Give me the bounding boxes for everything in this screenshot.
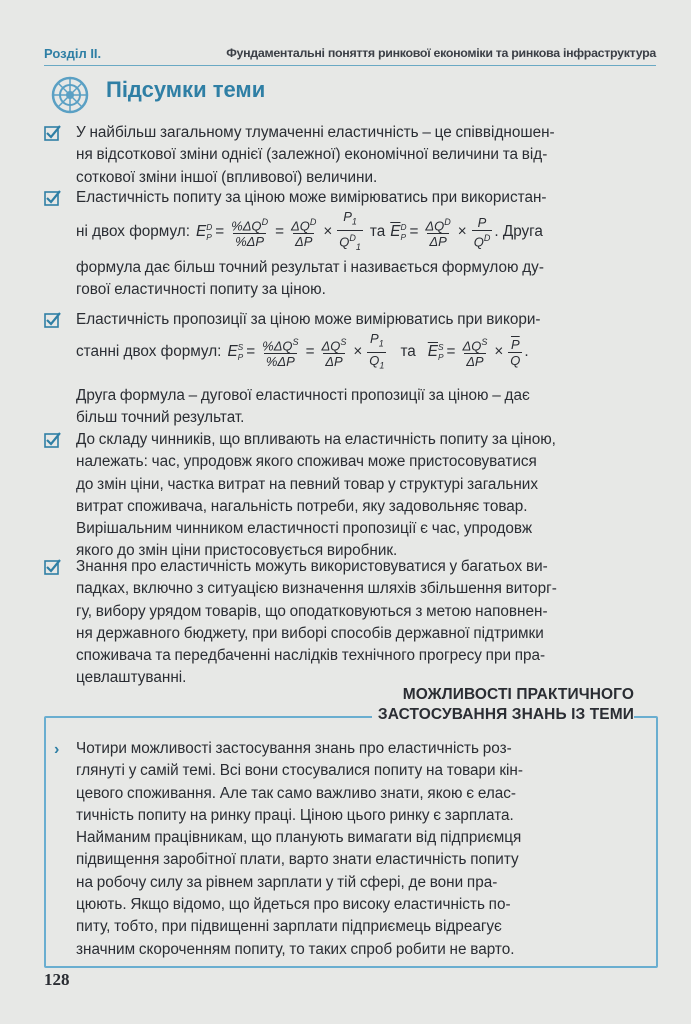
subscript: P	[237, 352, 244, 363]
symbol: $\overline{E}$	[427, 343, 438, 361]
summary-text	[76, 122, 658, 189]
denominator: ΔP	[294, 233, 313, 249]
denominator: ΔP	[325, 354, 343, 370]
equals-sign: =	[246, 343, 256, 361]
subscript: 1	[355, 241, 361, 252]
text-line: на робочу силу за рівнем зарплати у тій сфері, де вони пра-	[76, 873, 498, 891]
topic-summary-title: Підсумки теми	[106, 77, 266, 102]
numerator: $\overline{P}$	[511, 336, 520, 352]
text-line: якого до змін ціни пристосовується виробник.	[76, 542, 398, 560]
conjunction: та	[369, 222, 386, 240]
fraction	[320, 335, 349, 369]
superscript: D	[206, 221, 213, 232]
subscript: 1	[378, 338, 384, 349]
text-line: Друга формула – дугової еластичності пропозиції за ціною – дає	[76, 387, 530, 404]
checkbox-icon	[44, 190, 61, 207]
superscript: S	[340, 336, 347, 347]
checkbox-icon	[44, 312, 61, 329]
denominator: %ΔP	[265, 354, 295, 370]
times-sign: ×	[494, 343, 504, 361]
subscript: P	[400, 231, 407, 242]
formula-lead: станні двох формул:	[76, 343, 222, 361]
superscript: S	[481, 336, 488, 347]
checkbox-icon	[44, 432, 61, 449]
times-sign: ×	[457, 222, 467, 240]
text-line: цевлаштуванні.	[76, 669, 187, 687]
text-line: Еластичність пропозиції за ціною може вимірюватись при викори-	[76, 311, 541, 328]
equals-sign: =	[446, 343, 456, 361]
fraction	[472, 215, 493, 249]
equals-sign: =	[275, 222, 284, 240]
fraction	[423, 215, 452, 249]
running-header	[44, 44, 656, 70]
page-number: 128	[44, 970, 70, 989]
superscript: D	[309, 216, 317, 227]
superscript: D	[349, 232, 356, 243]
equals-sign: =	[215, 222, 225, 240]
superscript: S	[437, 342, 444, 353]
symbol: $\overline{E}$	[390, 222, 401, 240]
text-line: Чотири можливості застосування знань про еластичність роз-	[76, 740, 512, 757]
formula-lhs	[227, 342, 243, 362]
formula-rhs	[390, 222, 406, 242]
practical-text	[76, 738, 638, 961]
numerator: ΔQ	[425, 217, 445, 233]
checkbox-icon	[44, 125, 61, 142]
section-label: Розділ ІІ.	[44, 46, 102, 61]
denominator: Q	[369, 352, 380, 368]
fraction	[337, 209, 363, 255]
superscript: S	[237, 342, 244, 353]
summary-icon	[42, 74, 100, 116]
numerator: P	[370, 331, 379, 346]
fraction	[367, 331, 386, 373]
text-line: споживача та передбаченні наслідків технічного прогресу при пра-	[76, 647, 546, 665]
text-line: соткової зміни іншої (впливової) величини.	[76, 168, 378, 186]
text-line: глянуті у самій темі. Всі вони стосувалися попиту на товари кін-	[76, 762, 523, 780]
text-line: значним скороченням попиту, то таких спроб робити не варто.	[76, 940, 515, 958]
numerator: %ΔQ	[262, 338, 293, 354]
practical-heading-line1: МОЖЛИВОСТІ ПРАКТИЧНОГО	[402, 686, 634, 703]
fraction	[289, 215, 318, 249]
superscript: D	[483, 232, 491, 243]
numerator: %ΔQ	[231, 217, 262, 233]
summary-text	[76, 556, 658, 690]
numerator: ΔQ	[462, 338, 482, 354]
equals-sign: =	[305, 343, 315, 361]
text-line: підвищення заробітної плати, варто знати еластичність попиту	[76, 851, 519, 869]
text-line: тичність попиту на ринку праці. Ціною цього ринку є зарплата.	[76, 806, 514, 824]
summary-text	[76, 385, 658, 430]
numerator: P	[477, 214, 487, 230]
supply-elasticity-formula: станні двох формул: E S P = $\%\Delta Q^S$ %ΔP = $\Delta Q^S$ ΔP × $\frac{P_1}{Q_1}$ та $\overline{E}$ S P = $\Delta Q^S$ ΔP × $\frac{\overline{P}}{Q}$ .	[76, 331, 666, 373]
fraction	[229, 215, 270, 249]
text-line: Еластичність попиту за ціною може вимірюватись при використан-	[76, 189, 547, 206]
section-title: Фундаментальні поняття ринкової економіки та ринкова інфраструктура	[226, 46, 656, 60]
header-rule	[44, 65, 656, 66]
times-sign: ×	[323, 222, 333, 240]
superscript: D	[400, 221, 407, 232]
summary-text	[76, 257, 658, 302]
text-line: більш точний результат.	[76, 409, 245, 427]
numerator: P	[343, 209, 352, 224]
text-line: питу, тобто, при підвищенні зарплати підприємець відреагує	[76, 918, 502, 936]
practical-heading-line2: ЗАСТОСУВАННЯ ЗНАНЬ ІЗ ТЕМИ	[372, 706, 634, 724]
text-line: гової еластичності попиту за ціною.	[76, 281, 326, 299]
denominator: ΔP	[466, 354, 484, 370]
fraction	[460, 335, 489, 369]
text-line: належать: час, упродовж якого споживач може пристосовуватися	[76, 453, 537, 471]
summary-text	[76, 429, 658, 563]
text-line: До складу чинників, що впливають на еластичність попиту за ціною,	[76, 431, 556, 448]
summary-text	[76, 309, 658, 331]
text-line: Найманим працівникам, що планують вимагати від підприємця	[76, 829, 522, 847]
denominator: Q	[510, 352, 521, 368]
subscript: P	[206, 231, 212, 242]
conjunction: та	[400, 343, 416, 361]
denominator: Q	[473, 233, 484, 249]
text-line: У найбільш загальному тлумаченні еластичність – це співвідношен-	[76, 124, 555, 141]
superscript: D	[444, 216, 451, 227]
subscript: P	[437, 352, 444, 363]
demand-elasticity-formula: ні двох формул: E D P = $\%\Delta Q^D$ %ΔP = $\Delta Q^D$ ΔP × $\frac{P_1}{Q^D_1}$ та $\overline{E}$ D P = $\Delta Q^D$ ΔP × $\frac{P}{Q^D}$ . Друга	[76, 209, 666, 255]
text-tail: Друга	[502, 222, 543, 240]
times-sign: ×	[353, 343, 363, 361]
formula-rhs	[428, 342, 444, 362]
formula-lead: ні двох формул:	[76, 222, 190, 240]
fraction	[260, 335, 300, 369]
text-line: ня відсоткової зміни однієї (залежної) економічної величини та від-	[76, 146, 548, 164]
subscript: 1	[351, 216, 357, 227]
denominator: ΔP	[429, 233, 447, 249]
symbol: E	[227, 343, 238, 361]
text-line: цюють. Якщо відомо, що йдеться про високу еластичність по-	[76, 896, 511, 914]
text-line: до змін ціни, частка витрат на певний товар у структурі загальних	[76, 475, 538, 493]
text-line: цевого споживання. Але так само важливо знати, якою є елас-	[76, 784, 517, 802]
chevron-right-icon: ›	[54, 741, 60, 758]
text-line: формула дає більш точний результат і називається формулою ду-	[76, 259, 544, 276]
denominator: %ΔP	[235, 233, 265, 249]
text-line: Знання про еластичність можуть використовуватися у багатьох ви-	[76, 558, 548, 575]
text-line: ня державного бюджету, при виборі способів державної підтримки	[76, 624, 544, 642]
superscript: S	[292, 336, 299, 347]
text-line: падках, включно з ситуацією визначення шляхів збільшення виторг-	[76, 580, 557, 598]
numerator: ΔQ	[291, 217, 310, 233]
checkbox-icon	[44, 559, 61, 576]
superscript: D	[261, 216, 269, 227]
text-line: Вирішальним чинником еластичності пропозиції є час, упродовж	[76, 520, 533, 538]
text-line: гу, вибору урядом товарів, що оподатковуються з метою наповнен-	[76, 602, 548, 620]
formula-lhs	[196, 222, 212, 242]
fraction	[508, 337, 522, 368]
summary-text	[76, 187, 658, 209]
subscript: 1	[379, 360, 385, 371]
denominator: Q	[339, 233, 350, 249]
equals-sign: =	[409, 222, 419, 240]
text-line: витрат споживача, нагальність потреби, яку задовольняє товар.	[76, 497, 528, 515]
symbol: E	[196, 222, 207, 240]
numerator: ΔQ	[321, 338, 341, 354]
